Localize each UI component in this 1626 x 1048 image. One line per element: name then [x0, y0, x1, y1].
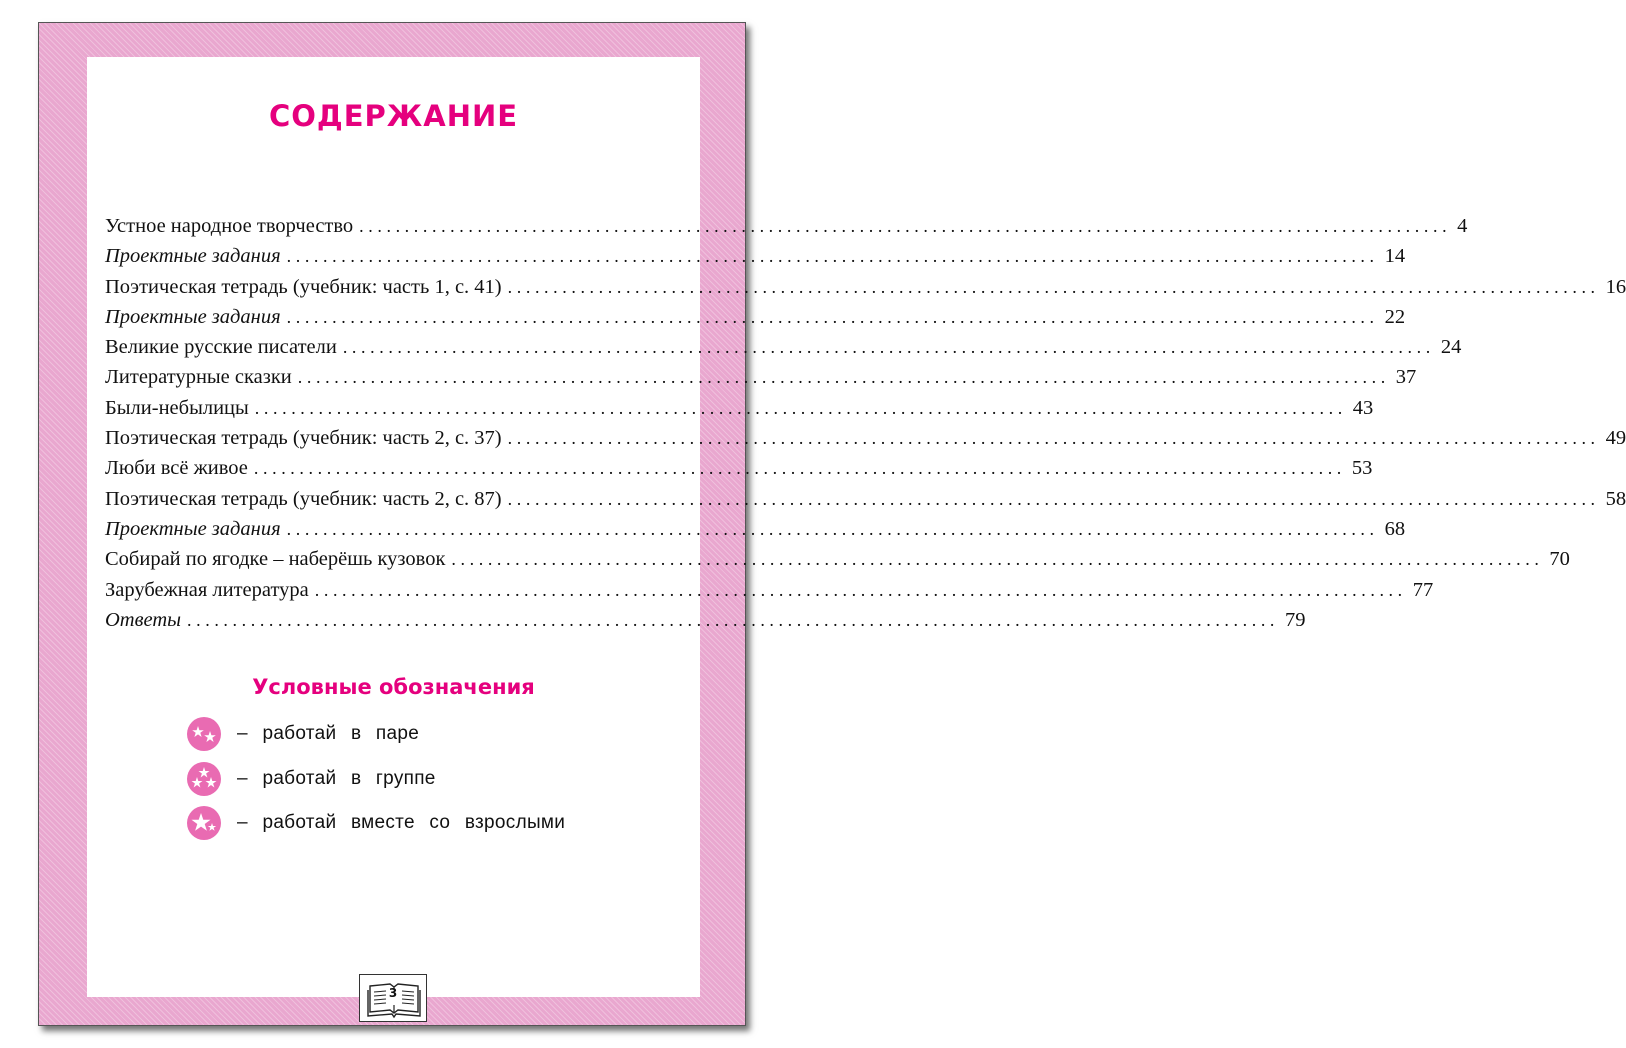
dot-leader: ........................................................................................................................: [507, 488, 1600, 509]
toc-entry-page: 58: [1605, 487, 1626, 510]
dot-leader: ........................................................................................................................: [451, 549, 1544, 570]
toc-entry: [105, 245, 1406, 275]
toc-entry-title: Великие русские писатели: [105, 336, 337, 359]
toc-entry-page: 49: [1605, 427, 1626, 450]
toc-entry: [105, 305, 1406, 336]
toc-entry: [105, 427, 1626, 457]
dot-leader: ........................................................................................................................: [253, 458, 1346, 479]
toc-entry-title: Литературные сказки: [105, 366, 292, 389]
toc-entry: [105, 517, 1406, 548]
toc-entry: [105, 487, 1626, 518]
dot-leader: ........................................................................................................................: [507, 276, 1600, 297]
dot-leader: ........................................................................................................................: [286, 518, 1379, 539]
dot-leader: ........................................................................................................................: [286, 246, 1379, 267]
toc-entry: [105, 336, 1462, 366]
toc-entry-page: 24: [1440, 336, 1462, 359]
toc-entry-page: 16: [1605, 275, 1626, 298]
toc-entry-title: Люби всё живое: [105, 457, 248, 480]
dot-leader: ........................................................................................................................: [187, 609, 1280, 630]
toc-entry-title: Поэтическая тетрадь (учебник: часть 2, с. 37): [105, 427, 502, 450]
toc-entry-title: Ответы: [105, 608, 182, 631]
dot-leader: ........................................................................................................................: [342, 337, 1435, 358]
two-stars-icon: [187, 717, 221, 751]
toc-entry: [105, 548, 1570, 578]
legend-text-group: – работай в группе: [237, 767, 436, 789]
toc-entry-page: 79: [1285, 608, 1306, 631]
dot-leader: ........................................................................................................................: [297, 367, 1390, 388]
toc-entry-page: 77: [1412, 578, 1434, 601]
toc-entry-title: Проектные задания: [105, 245, 281, 268]
toc-entry-page: 37: [1395, 366, 1417, 389]
legend-item-group: [187, 757, 565, 802]
legend-list: [187, 712, 565, 846]
legend-item-pair: [187, 712, 565, 757]
toc-entry-page: 53: [1351, 457, 1373, 480]
toc-entry: [105, 366, 1417, 396]
toc-entry-title: Проектные задания: [105, 517, 281, 540]
toc-entry-page: 14: [1384, 245, 1406, 268]
dot-leader: ........................................................................................................................: [254, 397, 1347, 418]
page-frame: [38, 22, 1626, 1026]
toc-entry-title: Поэтическая тетрадь (учебник: часть 2, с. 87): [105, 487, 502, 510]
toc-entry-page: 43: [1352, 396, 1374, 419]
toc-entry: [105, 275, 1626, 306]
page-content: [87, 57, 1626, 1000]
toc-entry-page: 4: [1457, 215, 1468, 237]
three-stars-icon: [187, 762, 221, 796]
toc-entry: [105, 396, 1374, 427]
toc-entry: [105, 457, 1373, 487]
dot-leader: ........................................................................................................................: [507, 428, 1600, 449]
legend-title: Условные обозначения: [252, 675, 535, 699]
toc-entry: [105, 215, 1468, 245]
toc-entry: [105, 578, 1434, 609]
toc-entry-page: 22: [1384, 305, 1406, 328]
toc-entry-page: 70: [1549, 548, 1570, 571]
dot-leader: ........................................................................................................................: [359, 216, 1452, 236]
legend-text-pair: – работай в паре: [237, 723, 420, 745]
dot-leader: ........................................................................................................................: [286, 306, 1379, 327]
toc-entry-title: Поэтическая тетрадь (учебник: часть 1, с. 41): [105, 275, 502, 298]
page-number-badge: [359, 974, 427, 1022]
toc-entry-title: Зарубежная литература: [105, 578, 309, 601]
toc-entry-title: Проектные задания: [105, 305, 281, 328]
page-number: 3: [388, 986, 398, 1000]
toc-entry-title: Были-небылицы: [105, 396, 249, 419]
big-star-icon: [187, 806, 221, 840]
table-of-contents: [105, 215, 1626, 639]
toc-entry-page: 68: [1384, 517, 1406, 540]
page-title: СОДЕРЖАНИЕ: [268, 99, 519, 133]
legend-text-adults: – работай вместе со взрослыми: [237, 812, 566, 834]
toc-entry: [105, 608, 1306, 639]
toc-entry-title: Устное народное творчество: [105, 215, 354, 237]
toc-entry-title: Собирай по ягодке – наберёшь кузовок: [105, 548, 446, 571]
legend-item-adults: [187, 801, 565, 846]
dot-leader: ........................................................................................................................: [314, 579, 1407, 600]
